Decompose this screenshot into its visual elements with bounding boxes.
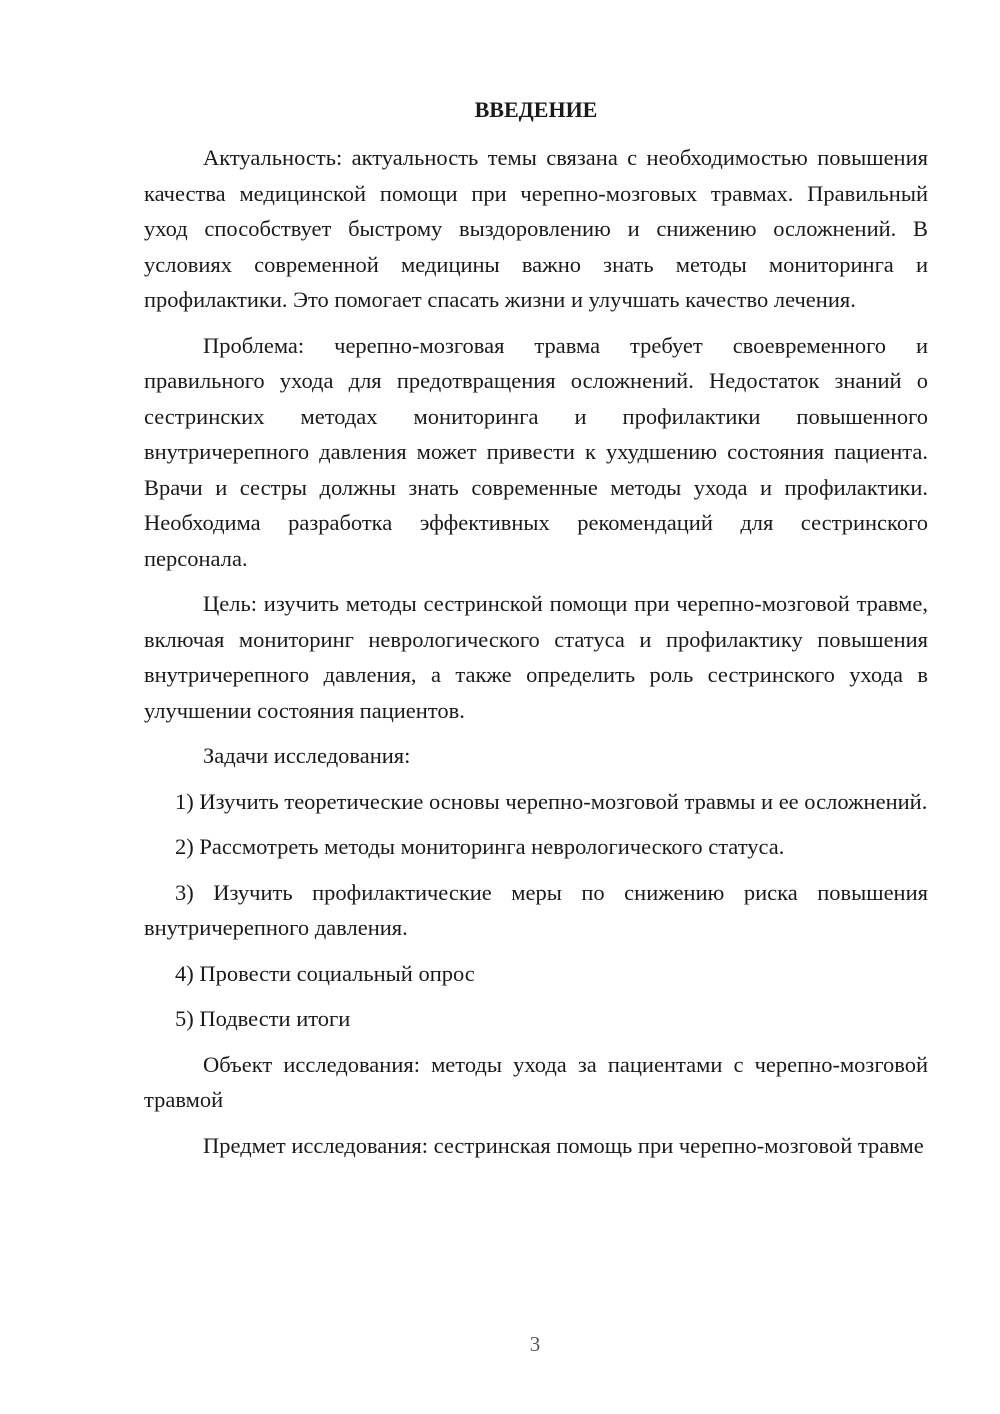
object-paragraph: Объект исследования: методы ухода за пациентами с черепно-мозговой травмой [144, 1051, 928, 1112]
goal-paragraph: Цель: изучить методы сестринской помощи при черепно-мозговой травме, включая мониторинг неврологического статуса и профилактику повышения внутричерепного давления, а также определить роль сестринского ухода в улучшении состояния пациентов. [144, 591, 928, 723]
tasks-heading: Задачи исследования: [203, 743, 411, 768]
task-item-1: 1) Изучить теоретические основы черепно-мозговой травмы и ее осложнений. [175, 788, 928, 814]
problem-paragraph: Проблема: черепно-мозговая травма требует своевременного и правильного ухода для предотвращения осложнений. Недостаток знаний о сестринских методах мониторинга и профилактики повышенного внутричерепного давления может привести к ухудшению состояния пациента. Врачи и сестры должны знать современные методы ухода и профилактики. Необходима разработка эффективных рекомендаций для сестринского персонала. [144, 332, 928, 571]
subject-paragraph: Предмет исследования: сестринская помощь при черепно-мозговой травме [203, 1132, 924, 1158]
task-item-3: 3) Изучить профилактические меры по снижению риска повышения внутричерепного давления. [144, 879, 928, 940]
page-content [144, 92, 928, 1173]
task-item-2: 2) Рассмотреть методы мониторинга неврологического статуса. [175, 834, 785, 859]
relevance-paragraph: Актуальность: актуальность темы связана с необходимостью повышения качества медицинской помощи при черепно-мозговых травмах. Правильный уход способствует быстрому выздоровлению и снижению осложнений. В условиях современной медицины важно знать методы мониторинга и профилактики. Это помогает спасать жизни и улучшать качество лечения. [144, 145, 928, 312]
page-number: 3 [529, 1332, 541, 1356]
task-item-5: 5) Подвести итоги [175, 1006, 351, 1031]
page-title: ВВЕДЕНИЕ [474, 97, 598, 122]
task-item-4: 4) Провести социальный опрос [175, 960, 475, 986]
